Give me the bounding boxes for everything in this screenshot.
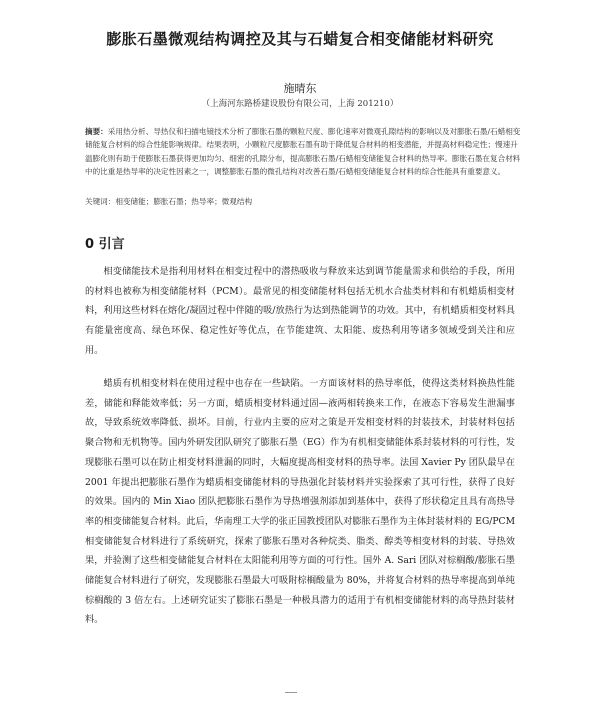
abstract-block [85,125,525,179]
section-heading: 0 引言 [85,237,125,252]
author-name: 施晴东 [283,82,317,95]
page-mark [285,692,297,693]
abstract-text: 采用热分析、导热仪和扫描电镜技术分析了膨胀石墨的颗粒尺度、膨化速率对微观孔隙结构的影响以及对膨胀石墨/石蜡相变储能复合材料的综合性能影响规律。结果表明，小颗粒尺度膨胀石墨有助于降低复合材料的相变潜能，并提高材料稳定性；慢速升温膨化则有助于使膨胀石墨获得更加均匀、细密的孔隙分布，提高膨胀石墨/石蜡相变储能复合材料的热导率。膨胀石墨在复合材料中的比重是热导率的决定性因素之一，调整膨胀石墨的微孔结构对改善石墨/石蜡相变储能复合材料的综合性能具有重要意义。 [85,127,521,177]
keywords-label: 关键词： [85,197,116,206]
body-paragraph-2: 蜡质有机相变材料在使用过程中也存在一些缺陷。一方面该材料的热导率低，使得这类材料换热性能差，储能和释能效率低；另一方面，蜡质相变材料通过固—液两相转换来工作，在液态下容易发生泄漏事故，导致系统效率降低、损坏。目前，行业内主要的应对之策是开发相变材料的封装技术，封装材料包括聚合物和无机物等。国内外研发团队研究了膨胀石墨（EG）作为有机相变储能体系封装材料的可行性，发现膨胀石墨可以在防止相变材料泄漏的同时，大幅度提高相变材料的热导率。法国 Xavier Py 团队最早在 2001 年提出把膨胀石墨作为蜡质相变储能材料的导热强化封装材料并实验探索了其可行性，获得了良好的效果。国内的 Min Xiao 团队把膨胀石墨作为导热增强剂添加到基体中，获得了形状稳定且具有高热导率的相变储能复合材料。此后，华南理工大学的张正国教授团队对膨胀石墨作为主体封装材料的 EG/PCM 相变储能复合材料进行了系统研究，探索了膨胀石墨对各种烷类、脂类、醇类等相变材料的封装、导热效果，并验测了这些相变储能复合材料在太阳能利用等方面的可行性。国外 A. Sari 团队对棕榈酸/膨胀石墨储能复合材料进行了研究，发现膨胀石墨最大可吸附棕榈酸量为 80%，并将复合材料的热导率提高到单纯棕榈酸的 3 倍左右。上述研究证实了膨胀石墨是一种极具潜力的适用于有机相变储能材料的高导热封装材料。 [85,378,515,626]
keywords-block [85,196,525,207]
paper-title: 膨胀石墨微观结构调控及其与石蜡复合相变储能材料研究 [106,30,494,48]
abstract-label: 摘要： [85,127,108,136]
affiliation: （上海河东路桥建设股份有限公司，上海 201210） [201,99,399,109]
body-paragraph-1: 相变储能技术是指利用材料在相变过程中的潜热吸收与释放来达到调节能量需求和供给的手段，所用的材料也被称为相变储能材料（PCM）。最常见的相变储能材料包括无机水合盐类材料和有机蜡质相变材料，利用这些材料在熔化/凝固过程中伴随的吸/放热行为达到热能调节的功效。其中，有机蜡质相变材料具有能量密度高、绿色环保、稳定性好等优点，在节能建筑、太阳能、废热利用等诸多领域受到关注和应用。 [85,266,515,356]
keywords-text: 相变储能；膨胀石墨；热导率；微观结构 [115,197,253,206]
